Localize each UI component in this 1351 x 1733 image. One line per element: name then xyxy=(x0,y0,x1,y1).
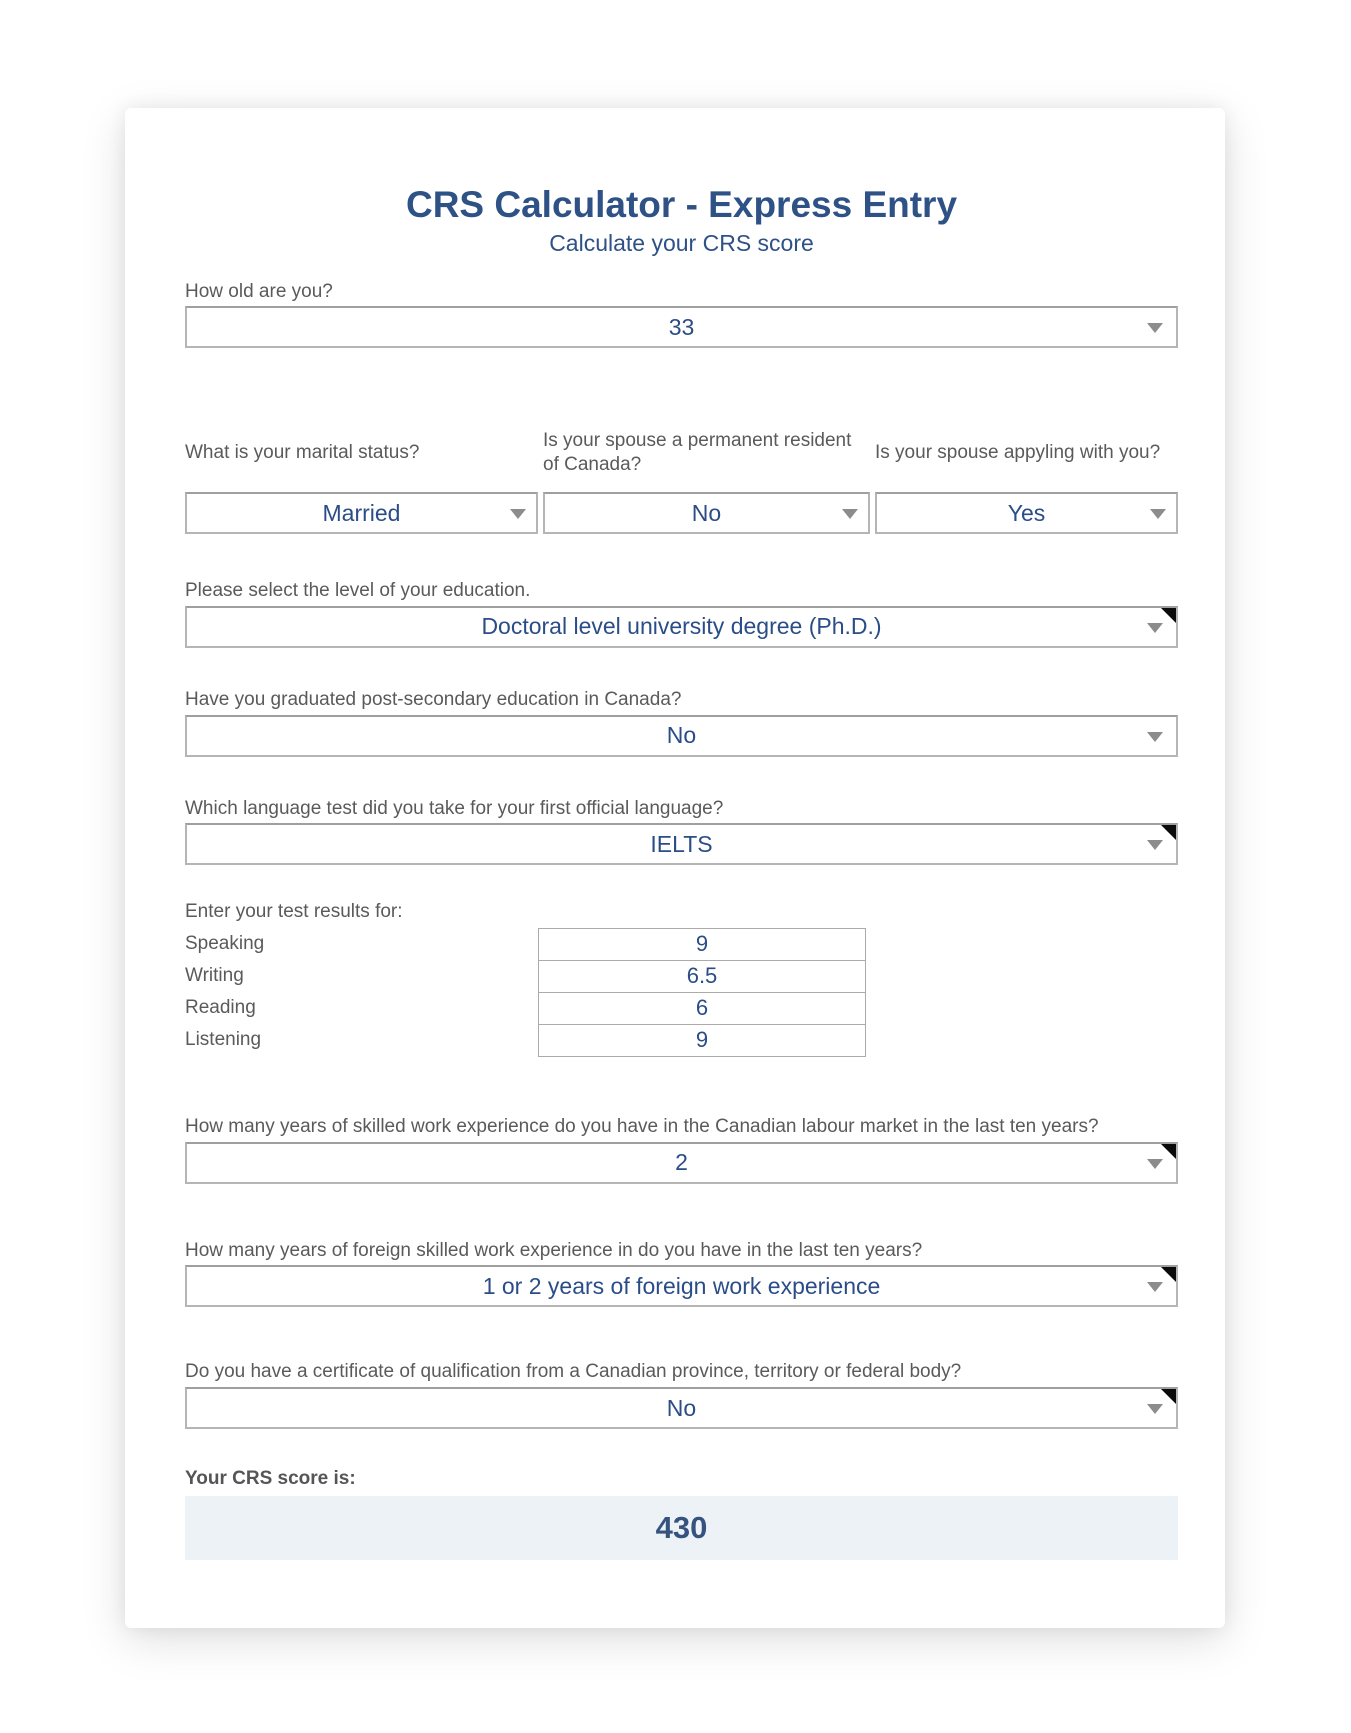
canadian-education-value: No xyxy=(666,722,697,749)
chevron-down-icon xyxy=(1147,1159,1163,1169)
education-level-value: Doctoral level university degree (Ph.D.) xyxy=(481,613,882,640)
chevron-down-icon xyxy=(1147,840,1163,850)
test-row-listening xyxy=(185,1024,1178,1057)
marital-labels-row xyxy=(185,428,1178,478)
chevron-down-icon xyxy=(1147,732,1163,742)
age-select-value: 33 xyxy=(668,313,695,340)
certificate-value: No xyxy=(666,1394,697,1421)
foreign-work-select[interactable] xyxy=(185,1265,1178,1307)
crs-score-label: Your CRS score is: xyxy=(185,1468,356,1490)
listening-label: Listening xyxy=(185,1029,262,1051)
canadian-education-select[interactable] xyxy=(185,715,1178,757)
test-row-writing xyxy=(185,960,1178,993)
spouse-pr-label: Is your spouse a permanent resident of Canada? xyxy=(543,429,852,476)
spouse-applying-value: Yes xyxy=(1007,499,1046,526)
canadian-work-label: How many years of skilled work experience do you have in the Canadian labour market in the last ten years? xyxy=(185,1115,1099,1137)
marital-status-select[interactable] xyxy=(185,492,538,534)
spouse-pr-value: No xyxy=(691,499,722,526)
corner-marker-icon xyxy=(1161,825,1176,840)
speaking-score-input[interactable]: 9 xyxy=(538,928,866,961)
page-title: CRS Calculator - Express Entry xyxy=(405,184,958,225)
education-level-label: Please select the level of your education. xyxy=(185,580,531,602)
foreign-work-value: 1 or 2 years of foreign work experience xyxy=(482,1272,881,1299)
test-results-grid xyxy=(185,928,1178,1057)
spouse-applying-select[interactable] xyxy=(875,492,1178,534)
writing-score-input[interactable]: 6.5 xyxy=(538,960,866,993)
form-content xyxy=(185,108,1178,1560)
age-select[interactable] xyxy=(185,306,1178,348)
corner-marker-icon xyxy=(1161,1267,1176,1282)
page-subtitle: Calculate your CRS score xyxy=(549,229,814,256)
language-test-value: IELTS xyxy=(650,830,713,857)
crs-score-value: 430 xyxy=(185,1496,1178,1560)
canadian-work-select[interactable] xyxy=(185,1142,1178,1184)
canadian-education-label: Have you graduated post-secondary education in Canada? xyxy=(185,688,682,710)
spouse-pr-select[interactable] xyxy=(543,492,870,534)
chevron-down-icon xyxy=(510,509,526,519)
corner-marker-icon xyxy=(1161,608,1176,623)
test-row-reading xyxy=(185,992,1178,1025)
listening-score-input[interactable]: 9 xyxy=(538,1024,866,1057)
reading-label: Reading xyxy=(185,997,256,1019)
chevron-down-icon xyxy=(1147,1404,1163,1414)
foreign-work-label: How many years of foreign skilled work experience in do you have in the last ten years? xyxy=(185,1239,923,1261)
language-test-select[interactable] xyxy=(185,823,1178,865)
speaking-label: Speaking xyxy=(185,933,265,955)
chevron-down-icon xyxy=(1147,1282,1163,1292)
chevron-down-icon xyxy=(1147,623,1163,633)
certificate-select[interactable] xyxy=(185,1387,1178,1429)
marital-selects-row xyxy=(185,492,1178,534)
language-test-label: Which language test did you take for your first official language? xyxy=(185,797,724,819)
test-row-speaking xyxy=(185,928,1178,961)
writing-label: Writing xyxy=(185,965,244,987)
marital-status-value: Married xyxy=(322,499,401,526)
certificate-label: Do you have a certificate of qualification from a Canadian province, territory or federal body? xyxy=(185,1361,962,1383)
crs-calculator-card xyxy=(125,108,1225,1628)
test-results-heading: Enter your test results for: xyxy=(185,901,403,923)
marital-status-label: What is your marital status? xyxy=(185,441,420,463)
chevron-down-icon xyxy=(842,509,858,519)
canadian-work-value: 2 xyxy=(675,1149,688,1176)
chevron-down-icon xyxy=(1147,323,1163,333)
spouse-applying-label: Is your spouse appyling with you? xyxy=(875,441,1161,463)
age-question-label: How old are you? xyxy=(185,280,333,302)
chevron-down-icon xyxy=(1150,509,1166,519)
corner-marker-icon xyxy=(1161,1389,1176,1404)
reading-score-input[interactable]: 6 xyxy=(538,992,866,1025)
education-level-select[interactable] xyxy=(185,606,1178,648)
corner-marker-icon xyxy=(1161,1144,1176,1159)
